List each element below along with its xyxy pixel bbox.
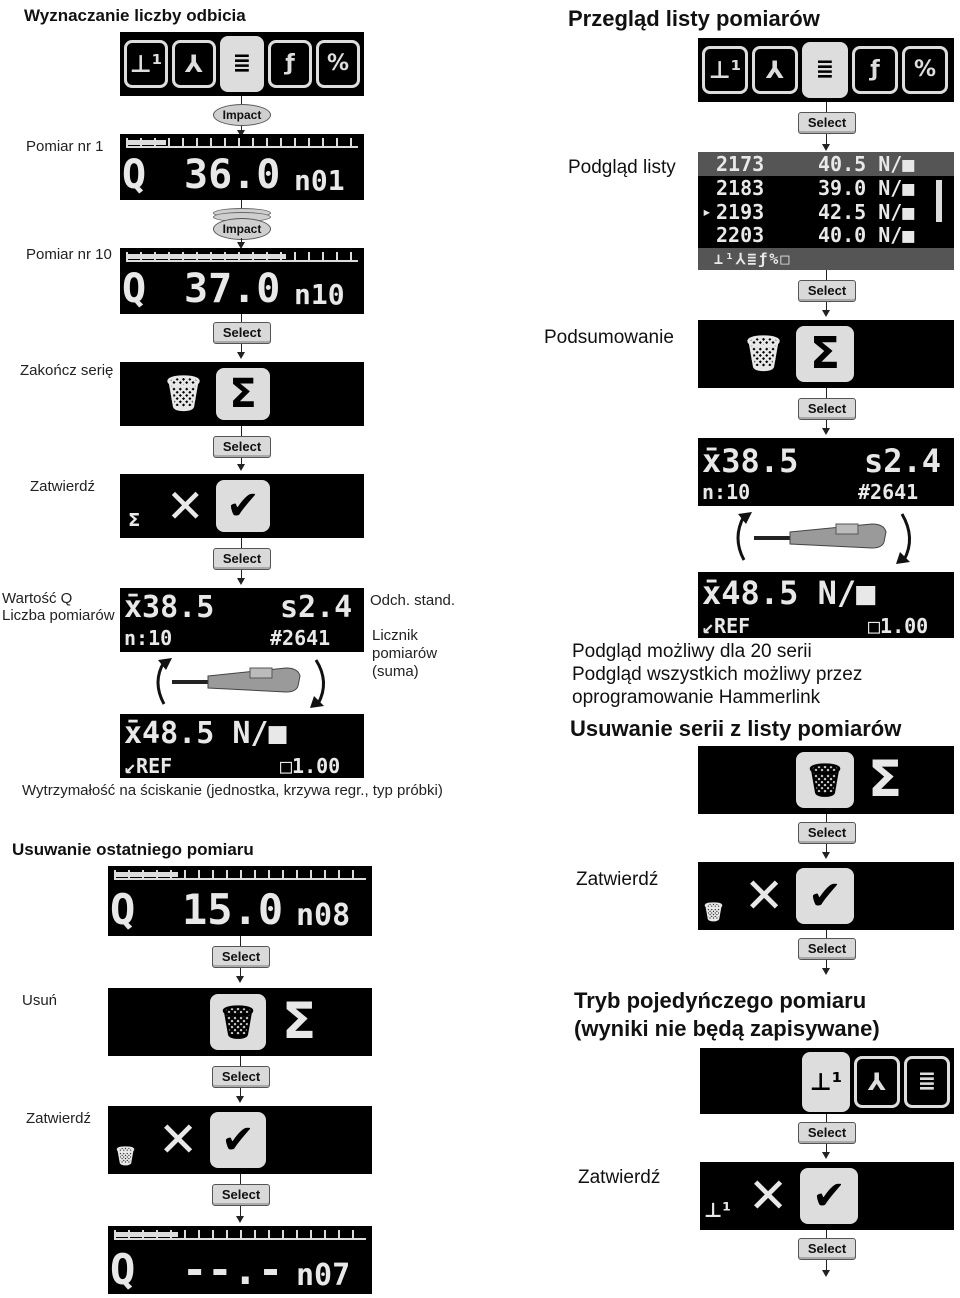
select-button[interactable]: Select (798, 280, 856, 302)
select-button[interactable]: Select (798, 822, 856, 844)
single-measure-icon: ⊥¹ (802, 1052, 850, 1112)
measurement-number: n10 (294, 278, 345, 311)
list-icon: ≣ (220, 36, 264, 92)
label-pomiar1: Pomiar nr 1 (26, 138, 104, 155)
end-series-display (120, 362, 364, 426)
cancel-x-icon: ✕ (158, 1112, 199, 1168)
title-list-review: Przegląd listy pomiarów (568, 6, 820, 31)
delete-series-display (698, 746, 954, 814)
q-value: --.- (182, 1245, 284, 1294)
q-value: 36.0 (184, 152, 281, 198)
rotate-left-arrow (158, 662, 164, 704)
q-display-10: Q 37.0 n10 (120, 248, 364, 314)
hammer-icon: ⅄ (854, 1056, 900, 1108)
label-licznik-pomiarow: pomiarów (372, 645, 438, 662)
hammer-plunger (754, 536, 794, 540)
single-mode-menu-display (700, 1048, 954, 1114)
sigma-small-icon: Σ (128, 510, 141, 531)
confirm-series-delete-display (698, 862, 954, 930)
statistics-display (120, 588, 364, 652)
menu-display-right (698, 38, 954, 102)
std-dev-value: s2.4 (280, 590, 353, 625)
list-row-value: 40.0 N/■ (818, 223, 915, 247)
list-row-value: 42.5 N/■ (818, 200, 915, 224)
menu-display (120, 32, 364, 96)
statistics-display-right (698, 438, 954, 506)
title-rebound: Wyznaczanie liczby odbicia (24, 6, 246, 25)
label-usun: Usuń (22, 992, 58, 1009)
measurement-number: n08 (296, 898, 351, 933)
label-wytrzymalosc: Wytrzymałość na ściskanie (jednostka, krzywa regr., typ próbki) (22, 782, 443, 799)
list-row-id: 2183 (716, 176, 765, 200)
q-display-1 (120, 134, 364, 200)
select-button[interactable]: Select (798, 112, 856, 134)
label-liczba-pomiarow: Liczba pomiarów (2, 607, 115, 624)
measurement-number: n01 (294, 164, 345, 197)
title-single-mode: Tryb pojedyńczego pomiaru (574, 988, 867, 1013)
confirm-display (120, 474, 364, 538)
trash-icon: 🗑 (742, 334, 786, 374)
scrollbar-icon (936, 180, 942, 222)
measurement-number: n07 (296, 1258, 351, 1293)
mean-value: x̄38.5 (124, 590, 215, 625)
trash-icon: 🗑 (162, 374, 206, 414)
check-icon: ✔ (210, 1112, 266, 1168)
impact-repeat-button[interactable]: Impact (213, 208, 269, 238)
list-icon: ≣ (802, 42, 848, 98)
list-row-value: 39.0 N/■ (818, 176, 915, 200)
label-wartosc-q: Wartość Q (2, 590, 73, 607)
impact-button[interactable]: Impact (213, 104, 271, 126)
delete-display (108, 988, 372, 1056)
label-podglad-listy: Podgląd listy (568, 157, 676, 178)
strength-display (120, 714, 364, 778)
sigma-icon: Σ (216, 368, 270, 420)
trash-small-icon: 🗑 (702, 902, 725, 923)
selection-pointer: ▸ (702, 202, 712, 221)
list-row-id: 2203 (716, 223, 765, 247)
cancel-x-icon: ✕ (166, 479, 205, 533)
select-button[interactable]: Select (798, 938, 856, 960)
count-value: n:10 (124, 626, 173, 650)
check-icon: ✔ (796, 868, 854, 924)
cancel-x-icon: ✕ (744, 868, 785, 924)
cancel-x-icon: ✕ (748, 1168, 789, 1224)
single-measure-icon: ⊥¹ (702, 46, 748, 94)
strength-value: x̄48.5 N/■ (702, 574, 876, 612)
select-button[interactable]: Select (798, 1238, 856, 1260)
list-row-value: 40.5 N/■ (818, 152, 915, 176)
ref-label: ↙REF (702, 614, 751, 638)
hammer-icon: ⅄ (172, 40, 216, 88)
hammer-icon: ⅄ (752, 46, 798, 94)
sigma-icon: Σ (282, 992, 317, 1050)
label-pomiar10: Pomiar nr 10 (26, 246, 112, 263)
label-zatwierdz: Zatwierdź (26, 1110, 92, 1127)
confirm-single-mode-display (700, 1162, 954, 1230)
label-podglad-20: Podgląd możliwy dla 20 serii (572, 641, 812, 662)
rotate-right-arrow (902, 514, 910, 560)
confirm-delete-display (108, 1106, 372, 1174)
trash-small-icon: 🗑 (114, 1146, 137, 1167)
label-odch-stand: Odch. stand. (370, 592, 456, 609)
label-zatwierdz: Zatwierdź (578, 1167, 661, 1188)
check-icon: ✔ (216, 480, 270, 532)
label-zatwierdz: Zatwierdź (576, 869, 659, 890)
q-value: 37.0 (184, 266, 281, 312)
list-row-id: 2193 (716, 200, 765, 224)
curve-icon: ƒ (852, 46, 898, 94)
single-measure-icon: ⊥¹ (124, 40, 168, 88)
sigma-icon: Σ (868, 750, 903, 808)
settings-icon: % (902, 46, 948, 94)
select-button[interactable]: Select (212, 946, 270, 968)
hammer-plunger (172, 680, 212, 684)
mean-value: x̄38.5 (702, 442, 799, 480)
q-value: 15.0 (182, 885, 284, 934)
select-button[interactable]: Select (212, 1066, 270, 1088)
q-display-delete: Q 15.0 n08 (108, 866, 372, 936)
q-symbol: Q (122, 152, 147, 198)
hammer-rotate-illustration (146, 654, 336, 712)
menu-strip-icons: ⊥¹⅄≣ƒ%□ (714, 250, 792, 268)
select-button[interactable]: Select (212, 1184, 270, 1206)
strength-display-right (698, 572, 954, 638)
strength-value: x̄48.5 N/■ (124, 716, 287, 751)
list-row-id: 2173 (716, 152, 765, 176)
title-delete-last: Usuwanie ostatniego pomiaru (12, 840, 254, 859)
total-counter: #2641 (270, 626, 331, 650)
label-licznik-suma: (suma) (372, 663, 419, 680)
std-dev-value: s2.4 (864, 442, 942, 480)
label-zatwierdz: Zatwierdź (30, 478, 96, 495)
rotate-left-arrow (738, 516, 744, 560)
summary-display (698, 320, 954, 388)
select-button[interactable]: Select (213, 436, 271, 458)
curve-icon: ƒ (268, 40, 312, 88)
trash-icon: 🗑 (210, 994, 266, 1050)
rotate-right-arrow (316, 660, 324, 704)
select-button[interactable]: Select (213, 548, 271, 570)
ref-label: ↙REF (124, 754, 173, 778)
select-button[interactable]: Select (798, 1122, 856, 1144)
title-single-mode-note: (wyniki nie będą zapisywane) (574, 1016, 880, 1041)
sample-code: □1.00 (280, 754, 341, 778)
sigma-icon: Σ (796, 326, 854, 382)
list-preview-display (698, 152, 954, 270)
single-measure-small-icon: ⊥¹ (704, 1198, 732, 1222)
title-delete-series: Usuwanie serii z listy pomiarów (570, 716, 902, 741)
count-value: n:10 (702, 480, 751, 504)
select-button[interactable]: Select (798, 398, 856, 420)
trash-icon: 🗑 (796, 752, 854, 808)
check-icon: ✔ (800, 1168, 858, 1224)
select-button[interactable]: Select (213, 322, 271, 344)
label-podsumowanie: Podsumowanie (544, 327, 674, 348)
label-hammerlink: oprogramowanie Hammerlink (572, 687, 821, 708)
hammer-rotate-illustration (726, 508, 922, 568)
sample-code: □1.00 (868, 614, 929, 638)
total-counter: #2641 (858, 480, 919, 504)
q-display-after-delete: Q --.- n07 (108, 1226, 372, 1294)
label-podglad-wszystkich: Podgląd wszystkich możliwy przez (572, 664, 863, 685)
label-licznik: Licznik (372, 627, 418, 644)
list-icon: ≣ (904, 1056, 950, 1108)
settings-icon: % (316, 40, 360, 88)
label-zakoncz: Zakończ serię (20, 362, 114, 379)
